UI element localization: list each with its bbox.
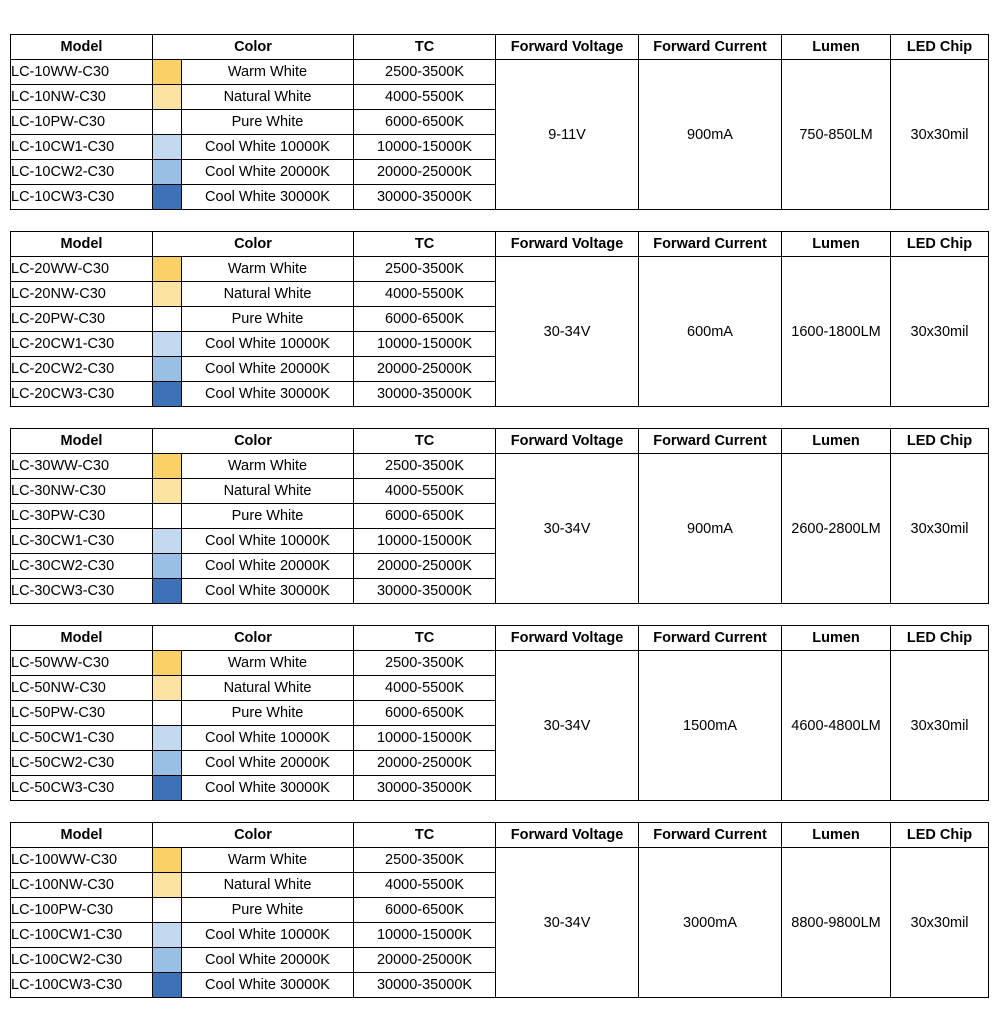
tc-cell: 20000-25000K	[354, 554, 496, 579]
forward-current-cell: 900mA	[639, 60, 782, 210]
spec-table	[10, 428, 989, 604]
color-swatch	[153, 873, 181, 897]
color-swatch-cell	[153, 848, 182, 873]
header-lumen: Lumen	[782, 823, 891, 848]
header-forward-current: Forward Current	[639, 626, 782, 651]
color-swatch	[153, 110, 181, 134]
spec-table	[10, 231, 989, 407]
tc-cell: 4000-5500K	[354, 676, 496, 701]
tc-cell: 10000-15000K	[354, 135, 496, 160]
color-swatch-cell	[153, 185, 182, 210]
tc-cell: 20000-25000K	[354, 357, 496, 382]
color-swatch-cell	[153, 454, 182, 479]
color-swatch-cell	[153, 726, 182, 751]
color-name-cell: Cool White 20000K	[182, 751, 354, 776]
color-name-cell: Pure White	[182, 110, 354, 135]
tc-cell: 2500-3500K	[354, 257, 496, 282]
color-swatch	[153, 651, 181, 675]
tc-cell: 2500-3500K	[354, 454, 496, 479]
model-cell: LC-10CW3-C30	[11, 185, 153, 210]
tc-cell: 6000-6500K	[354, 307, 496, 332]
color-swatch-cell	[153, 873, 182, 898]
tc-cell: 30000-35000K	[354, 973, 496, 998]
tc-cell: 2500-3500K	[354, 848, 496, 873]
color-swatch	[153, 85, 181, 109]
color-swatch-cell	[153, 60, 182, 85]
lumen-cell: 750-850LM	[782, 60, 891, 210]
color-swatch-cell	[153, 160, 182, 185]
table-row	[11, 454, 989, 479]
color-swatch	[153, 185, 181, 209]
tc-cell: 6000-6500K	[354, 504, 496, 529]
color-swatch	[153, 160, 181, 184]
tc-cell: 20000-25000K	[354, 948, 496, 973]
spec-table	[10, 822, 989, 998]
header-model: Model	[11, 626, 153, 651]
color-swatch-cell	[153, 676, 182, 701]
forward-voltage-cell: 9-11V	[496, 60, 639, 210]
color-name-cell: Natural White	[182, 873, 354, 898]
header-led-chip: LED Chip	[891, 429, 989, 454]
color-name-cell: Cool White 20000K	[182, 357, 354, 382]
model-cell: LC-50NW-C30	[11, 676, 153, 701]
color-swatch-cell	[153, 554, 182, 579]
color-swatch-cell	[153, 357, 182, 382]
model-cell: LC-100CW2-C30	[11, 948, 153, 973]
model-cell: LC-50CW1-C30	[11, 726, 153, 751]
color-swatch-cell	[153, 332, 182, 357]
tc-cell: 10000-15000K	[354, 726, 496, 751]
led-chip-cell: 30x30mil	[891, 60, 989, 210]
header-tc: TC	[354, 823, 496, 848]
model-cell: LC-30WW-C30	[11, 454, 153, 479]
forward-voltage-cell: 30-34V	[496, 257, 639, 407]
header-row	[11, 35, 989, 60]
color-swatch-cell	[153, 479, 182, 504]
color-name-cell: Natural White	[182, 676, 354, 701]
color-name-cell: Natural White	[182, 479, 354, 504]
tc-cell: 6000-6500K	[354, 110, 496, 135]
model-cell: LC-50WW-C30	[11, 651, 153, 676]
color-swatch	[153, 579, 181, 603]
tc-cell: 6000-6500K	[354, 701, 496, 726]
header-lumen: Lumen	[782, 429, 891, 454]
header-row	[11, 823, 989, 848]
header-tc: TC	[354, 35, 496, 60]
color-name-cell: Pure White	[182, 504, 354, 529]
model-cell: LC-30NW-C30	[11, 479, 153, 504]
color-name-cell: Cool White 10000K	[182, 923, 354, 948]
color-name-cell: Pure White	[182, 701, 354, 726]
color-swatch	[153, 382, 181, 406]
header-model: Model	[11, 823, 153, 848]
color-name-cell: Cool White 20000K	[182, 554, 354, 579]
model-cell: LC-10PW-C30	[11, 110, 153, 135]
color-swatch-cell	[153, 898, 182, 923]
color-name-cell: Cool White 10000K	[182, 529, 354, 554]
color-name-cell: Natural White	[182, 85, 354, 110]
color-name-cell: Warm White	[182, 60, 354, 85]
header-model: Model	[11, 232, 153, 257]
color-name-cell: Cool White 10000K	[182, 332, 354, 357]
tc-cell: 6000-6500K	[354, 898, 496, 923]
header-forward-voltage: Forward Voltage	[496, 429, 639, 454]
color-swatch-cell	[153, 651, 182, 676]
tc-cell: 30000-35000K	[354, 185, 496, 210]
header-color: Color	[153, 823, 354, 848]
tc-cell: 30000-35000K	[354, 382, 496, 407]
color-swatch-cell	[153, 751, 182, 776]
color-name-cell: Cool White 10000K	[182, 726, 354, 751]
header-forward-current: Forward Current	[639, 823, 782, 848]
header-lumen: Lumen	[782, 626, 891, 651]
color-swatch-cell	[153, 701, 182, 726]
model-cell: LC-50PW-C30	[11, 701, 153, 726]
header-led-chip: LED Chip	[891, 35, 989, 60]
color-swatch	[153, 554, 181, 578]
table-row	[11, 60, 989, 85]
header-color: Color	[153, 626, 354, 651]
model-cell: LC-100WW-C30	[11, 848, 153, 873]
model-cell: LC-30PW-C30	[11, 504, 153, 529]
color-swatch	[153, 676, 181, 700]
color-swatch	[153, 357, 181, 381]
color-swatch-cell	[153, 529, 182, 554]
led-chip-cell: 30x30mil	[891, 848, 989, 998]
color-swatch	[153, 257, 181, 281]
color-name-cell: Cool White 30000K	[182, 776, 354, 801]
color-swatch	[153, 479, 181, 503]
color-swatch-cell	[153, 948, 182, 973]
header-forward-voltage: Forward Voltage	[496, 823, 639, 848]
header-model: Model	[11, 429, 153, 454]
color-swatch	[153, 973, 181, 997]
color-swatch-cell	[153, 135, 182, 160]
table-row	[11, 651, 989, 676]
led-chip-cell: 30x30mil	[891, 257, 989, 407]
color-swatch	[153, 307, 181, 331]
color-name-cell: Natural White	[182, 282, 354, 307]
tc-cell: 2500-3500K	[354, 60, 496, 85]
tc-cell: 4000-5500K	[354, 873, 496, 898]
header-model: Model	[11, 35, 153, 60]
led-chip-cell: 30x30mil	[891, 651, 989, 801]
model-cell: LC-10WW-C30	[11, 60, 153, 85]
color-swatch	[153, 948, 181, 972]
color-name-cell: Cool White 20000K	[182, 160, 354, 185]
forward-voltage-cell: 30-34V	[496, 454, 639, 604]
header-tc: TC	[354, 429, 496, 454]
lumen-cell: 4600-4800LM	[782, 651, 891, 801]
model-cell: LC-50CW2-C30	[11, 751, 153, 776]
model-cell: LC-100NW-C30	[11, 873, 153, 898]
header-color: Color	[153, 429, 354, 454]
model-cell: LC-100PW-C30	[11, 898, 153, 923]
color-swatch	[153, 135, 181, 159]
forward-current-cell: 3000mA	[639, 848, 782, 998]
color-swatch	[153, 529, 181, 553]
table-row	[11, 848, 989, 873]
color-swatch-cell	[153, 504, 182, 529]
model-cell: LC-20CW2-C30	[11, 357, 153, 382]
model-cell: LC-10CW2-C30	[11, 160, 153, 185]
color-swatch	[153, 454, 181, 478]
tc-cell: 30000-35000K	[354, 579, 496, 604]
color-swatch-cell	[153, 257, 182, 282]
header-led-chip: LED Chip	[891, 626, 989, 651]
model-cell: LC-50CW3-C30	[11, 776, 153, 801]
color-name-cell: Warm White	[182, 454, 354, 479]
color-swatch-cell	[153, 776, 182, 801]
header-forward-current: Forward Current	[639, 35, 782, 60]
color-swatch-cell	[153, 307, 182, 332]
tc-cell: 20000-25000K	[354, 160, 496, 185]
model-cell: LC-100CW3-C30	[11, 973, 153, 998]
color-name-cell: Cool White 30000K	[182, 973, 354, 998]
tc-cell: 4000-5500K	[354, 479, 496, 504]
model-cell: LC-30CW2-C30	[11, 554, 153, 579]
color-swatch-cell	[153, 973, 182, 998]
model-cell: LC-100CW1-C30	[11, 923, 153, 948]
header-color: Color	[153, 232, 354, 257]
color-swatch	[153, 726, 181, 750]
color-swatch	[153, 776, 181, 800]
color-swatch	[153, 701, 181, 725]
model-cell: LC-10CW1-C30	[11, 135, 153, 160]
tc-cell: 10000-15000K	[354, 332, 496, 357]
header-forward-voltage: Forward Voltage	[496, 232, 639, 257]
color-name-cell: Cool White 30000K	[182, 185, 354, 210]
header-row	[11, 429, 989, 454]
led-chip-cell: 30x30mil	[891, 454, 989, 604]
header-tc: TC	[354, 232, 496, 257]
model-cell: LC-20PW-C30	[11, 307, 153, 332]
model-cell: LC-20CW3-C30	[11, 382, 153, 407]
tc-cell: 4000-5500K	[354, 85, 496, 110]
forward-current-cell: 900mA	[639, 454, 782, 604]
tc-cell: 2500-3500K	[354, 651, 496, 676]
color-swatch	[153, 848, 181, 872]
tc-cell: 20000-25000K	[354, 751, 496, 776]
model-cell: LC-30CW1-C30	[11, 529, 153, 554]
header-forward-current: Forward Current	[639, 232, 782, 257]
model-cell: LC-20WW-C30	[11, 257, 153, 282]
color-swatch-cell	[153, 923, 182, 948]
header-forward-voltage: Forward Voltage	[496, 626, 639, 651]
model-cell: LC-30CW3-C30	[11, 579, 153, 604]
color-swatch-cell	[153, 110, 182, 135]
header-forward-voltage: Forward Voltage	[496, 35, 639, 60]
lumen-cell: 2600-2800LM	[782, 454, 891, 604]
color-swatch-cell	[153, 579, 182, 604]
model-cell: LC-10NW-C30	[11, 85, 153, 110]
header-row	[11, 232, 989, 257]
color-name-cell: Cool White 30000K	[182, 579, 354, 604]
header-lumen: Lumen	[782, 35, 891, 60]
tc-cell: 30000-35000K	[354, 776, 496, 801]
color-name-cell: Cool White 10000K	[182, 135, 354, 160]
spec-table	[10, 625, 989, 801]
color-swatch	[153, 751, 181, 775]
spec-tables	[10, 34, 989, 1019]
color-name-cell: Warm White	[182, 848, 354, 873]
header-led-chip: LED Chip	[891, 823, 989, 848]
header-row	[11, 626, 989, 651]
color-name-cell: Cool White 20000K	[182, 948, 354, 973]
color-name-cell: Pure White	[182, 898, 354, 923]
forward-current-cell: 600mA	[639, 257, 782, 407]
color-swatch	[153, 332, 181, 356]
color-swatch	[153, 60, 181, 84]
forward-current-cell: 1500mA	[639, 651, 782, 801]
color-swatch-cell	[153, 382, 182, 407]
table-row	[11, 257, 989, 282]
color-name-cell: Pure White	[182, 307, 354, 332]
color-swatch	[153, 923, 181, 947]
forward-voltage-cell: 30-34V	[496, 848, 639, 998]
tc-cell: 10000-15000K	[354, 529, 496, 554]
color-swatch	[153, 504, 181, 528]
header-color: Color	[153, 35, 354, 60]
header-forward-current: Forward Current	[639, 429, 782, 454]
color-swatch-cell	[153, 85, 182, 110]
spec-table	[10, 34, 989, 210]
color-swatch	[153, 898, 181, 922]
forward-voltage-cell: 30-34V	[496, 651, 639, 801]
color-swatch-cell	[153, 282, 182, 307]
color-swatch	[153, 282, 181, 306]
tc-cell: 10000-15000K	[354, 923, 496, 948]
header-led-chip: LED Chip	[891, 232, 989, 257]
header-lumen: Lumen	[782, 232, 891, 257]
color-name-cell: Warm White	[182, 651, 354, 676]
lumen-cell: 1600-1800LM	[782, 257, 891, 407]
color-name-cell: Warm White	[182, 257, 354, 282]
header-tc: TC	[354, 626, 496, 651]
color-name-cell: Cool White 30000K	[182, 382, 354, 407]
lumen-cell: 8800-9800LM	[782, 848, 891, 998]
model-cell: LC-20CW1-C30	[11, 332, 153, 357]
tc-cell: 4000-5500K	[354, 282, 496, 307]
model-cell: LC-20NW-C30	[11, 282, 153, 307]
